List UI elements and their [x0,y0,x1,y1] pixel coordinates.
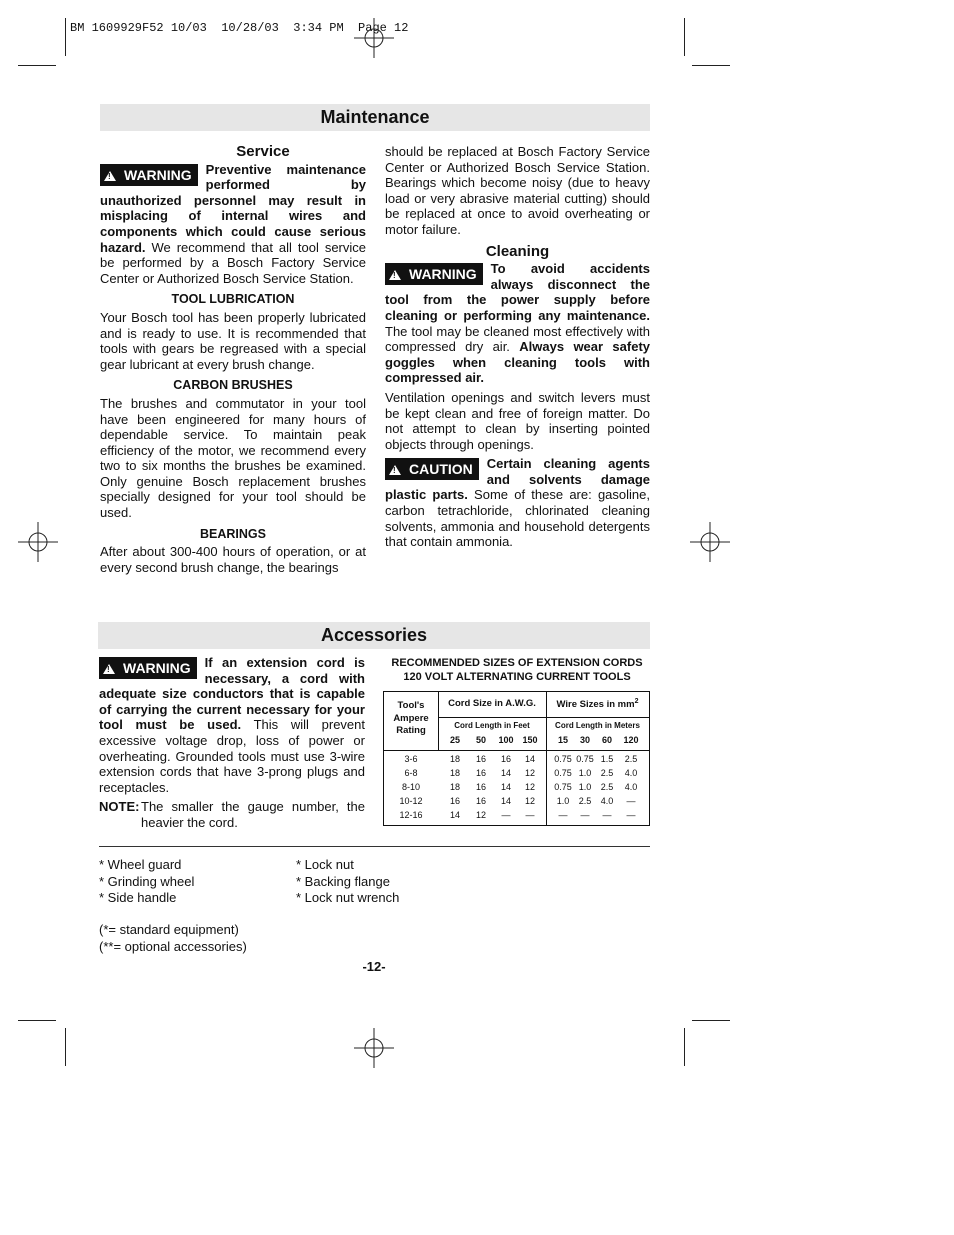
mm-cell: — [626,796,636,806]
mm-cell: 0.75 [576,754,594,764]
meter-col: 30 [579,735,590,745]
service-warning-text: Preventive maintenance performed by unauthorized personnel may result in misplacing of internal wires and components which could cause serious hazard. [100,161,366,255]
awg-cell: — [501,810,511,820]
section-divider [99,846,650,847]
feet-col: 150 [522,735,538,745]
brushes-heading: CARBON BRUSHES [173,378,293,393]
warning-badge: ! WARNING [99,657,197,679]
awg-cell: 12 [475,810,486,820]
mm-cell: 2.5 [624,754,638,764]
table-title-line-1: RECOMMENDED SIZES OF EXTENSION CORDS [391,657,643,669]
note-text: The smaller the gauge number, the heavier the cord. [141,799,365,830]
ventilation-text: Ventilation openings and switch levers must be kept clean and free of foreign matter. Do not attempt to clean by inserting pointed objects through openings. [385,389,650,452]
crop-mark [65,18,66,56]
registration-mark-icon [690,522,730,562]
feet-col: 100 [498,735,514,745]
feet-col: 25 [449,735,460,745]
mm-cell: 2.5 [578,796,592,806]
table-divider [438,717,649,718]
caution-text: Some of these are: gasoline, carbon tetrachloride, chlorinated cleaning solvents, ammonia and household detergents that contain ammonia. [385,487,650,550]
list-item: * Lock nut wrench [296,890,400,906]
warning-triangle-icon: ! [104,171,116,181]
service-paragraph [100,162,366,287]
awg-cell: 12 [524,768,535,778]
crop-mark [692,1020,730,1021]
crop-mark [684,18,685,56]
mm-cell: — [602,810,612,820]
mm-cell: 1.5 [600,754,614,764]
maintenance-right-column [385,144,650,554]
awg-cell: 12 [524,796,535,806]
crop-mark [65,1028,66,1066]
crop-mark [18,1020,56,1021]
mm-cell: 0.75 [554,782,572,792]
registration-mark-icon [18,522,58,562]
table-title-line-2: 120 VOLT ALTERNATING CURRENT TOOLS [403,671,631,683]
awg-cell: 12 [524,782,535,792]
awg-cell: 16 [449,796,460,806]
awg-cell: 18 [449,768,460,778]
extension-cord-paragraph [99,655,365,795]
note [99,799,365,830]
awg-cell: 16 [500,754,511,764]
feet-col: 50 [475,735,486,745]
warning-badge: ! WARNING [385,263,483,285]
brushes-text: The brushes and commutator in your tool have been engineered for many hours of dependable service. To maintain peak efficiency of the motor, we recommend every two to six months the brushes be examined. Only genuine Bosch replacement brushes specially designed for your tool should be used. [100,395,366,521]
extension-cord-table [383,691,650,826]
extension-warning-text: If an extension cord is necessary, a cord with adequate size conductors that is capable of carrying the current necessary for your tool must be used. [99,655,365,733]
legend-standard: (*= standard equipment) [99,922,239,937]
bearings-text: After about 300-400 hours of operation, or at every second brush change, the bearings [100,544,366,575]
caution-badge: ! CAUTION [385,458,479,480]
rating-cell: 8-10 [401,782,420,792]
mm-cell: 0.75 [554,754,572,764]
rating-cell: 12-16 [399,810,423,820]
bearings-text-continued: should be replaced at Bosch Factory Service Center or Authorized Bosch Service Station. Bearings which become noisy (due to heavy load or very abrasive material cutting) should be replaced at once to avoid overheating or motor failure. [385,144,650,237]
mm-cell: — [626,810,636,820]
accessories-list-left [99,857,194,907]
caution-triangle-icon: ! [389,465,401,475]
meters-header: Cord Length in Meters [555,721,640,730]
awg-cell: — [525,810,535,820]
mm-cell: 4.0 [600,796,614,806]
table-divider [384,750,649,751]
rating-cell: 10-12 [399,796,423,806]
caution-warning-text: Certain cleaning agents and solvents damage plastic parts. [385,456,650,503]
list-item: * Grinding wheel [99,873,195,889]
cleaning-text: The tool may be cleaned most effectively with compressed dry air. [385,323,650,355]
awg-header: Cord Size in A.W.G. [448,698,536,709]
list-item: * Lock nut [296,857,354,872]
registration-mark-icon [354,18,394,58]
awg-cell: 14 [500,796,511,806]
awg-cell: 14 [449,810,460,820]
print-header: BM 1609929F52 10/03 10/28/03 3:34 PM Page 12 [70,21,409,35]
awg-cell: 16 [475,782,486,792]
cleaning-heading: Cleaning [485,242,550,260]
mm-cell: 4.0 [624,768,638,778]
rating-cell: 3-6 [404,754,418,764]
meter-col: 15 [557,735,568,745]
mm-cell: — [558,810,568,820]
feet-header: Cord Length in Feet [454,721,530,730]
page-number: -12- [362,959,386,974]
table-title [383,656,651,684]
cleaning-paragraph [385,261,650,386]
list-item: * Backing flange [296,873,390,889]
cleaning-warning-text: To avoid accidents always disconnect the tool from the power supply before cleaning or performing any maintenance. [385,261,650,323]
caution-paragraph [385,456,650,550]
lubrication-text: Your Bosch tool has been properly lubricated and is ready to use. It is recommended that tools with gears be regreased with a special gear lubricant at every brush change. [100,309,366,372]
rating-cell: 6-8 [404,768,418,778]
list-item: * Side handle [99,890,177,906]
awg-cell: 18 [449,754,460,764]
legend-optional: (**= optional accessories) [99,938,247,954]
mm-cell: 0.75 [554,768,572,778]
accessories-title: Accessories [98,622,650,649]
mm-cell: 4.0 [624,782,638,792]
crop-mark [18,65,56,66]
awg-cell: 16 [475,768,486,778]
awg-cell: 14 [524,754,535,764]
maintenance-title: Maintenance [100,104,650,131]
mm-cell: 1.0 [578,768,592,778]
rating-header: Tool's Ampere Rating [393,700,429,736]
mm-cell: 2.5 [600,768,614,778]
warning-triangle-icon: ! [389,270,401,280]
lubrication-heading: TOOL LUBRICATION [171,292,295,307]
mm-cell: 1.0 [578,782,592,792]
mm-cell: 1.0 [556,796,570,806]
bearings-heading: BEARINGS [200,526,266,541]
mm-cell: — [580,810,590,820]
service-text: We recommend that all tool service be performed by a Bosch Factory Service Center or Authorized Bosch Service Station. [100,239,366,286]
awg-cell: 14 [500,768,511,778]
registration-mark-icon [354,1028,394,1068]
meter-col: 60 [601,735,612,745]
extension-text: This will prevent excessive voltage drop, loss of power or overheating. Grounded tools must use 3-wire extension cords that have 3-prong plugs and receptacles. [99,717,366,795]
warning-triangle-icon: ! [103,664,115,674]
service-heading: Service [236,143,290,160]
table-divider [546,692,547,825]
cleaning-goggles-text: Always wear safety goggles when cleaning tools with compressed air. [385,339,651,386]
awg-cell: 16 [475,754,486,764]
meter-col: 120 [623,735,639,745]
crop-mark [692,65,730,66]
maintenance-left-column [100,144,366,579]
warning-badge: ! WARNING [100,164,198,186]
awg-cell: 18 [449,782,460,792]
awg-cell: 14 [500,782,511,792]
note-label: NOTE: [99,799,140,815]
crop-mark [684,1028,685,1066]
mm-cell: 2.5 [600,782,614,792]
equipment-legend [99,922,247,955]
awg-cell: 16 [475,796,486,806]
accessories-list-right [296,857,399,907]
accessories-left-column [99,655,365,831]
list-item: * Wheel guard [99,857,182,872]
wire-header: Wire Sizes in $mm^2$ [556,698,639,711]
